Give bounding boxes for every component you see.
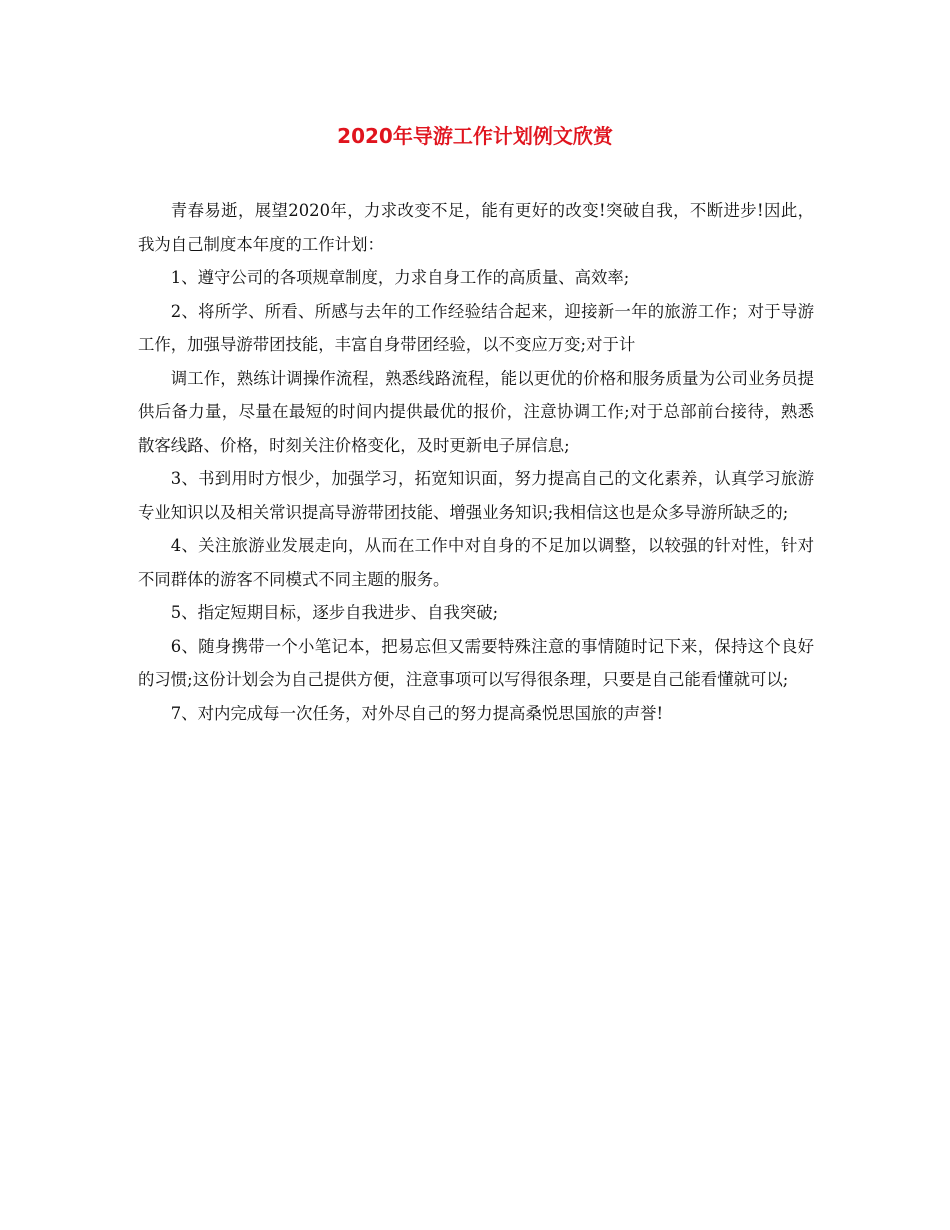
paragraph-item-2: 2、将所学、所看、所感与去年的工作经验结合起来，迎接新一年的旅游工作；对于导游工作，加强导游带团技能，丰富自身带团经验，以不变应万变;对于计 bbox=[138, 301, 814, 354]
paragraph-item-2-continued: 调工作，熟练计调操作流程，熟悉线路流程，能以更优的价格和服务质量为公司业务员提供后备力量，尽量在最短的时间内提供最优的报价，注意协调工作;对于总部前台接待，熟悉散客线路、价格，时刻关注价格变化，及时更新电子屏信息; bbox=[138, 368, 814, 455]
document-title: 2020年导游工作计划例文欣赏 bbox=[337, 124, 613, 148]
paragraph-item-6: 6、随身携带一个小笔记本，把易忘但又需要特殊注意的事情随时记下来，保持这个良好的习惯;这份计划会为自己提供方便，注意事项可以写得很条理，只要是自己能看懂就可以; bbox=[138, 636, 814, 689]
paragraph-item-5: 5、指定短期目标，逐步自我进步、自我突破; bbox=[170, 603, 499, 622]
paragraph-item-7: 7、对内完成每一次任务，对外尽自己的努力提高桑悦思国旅的声誉! bbox=[170, 703, 664, 723]
paragraph-item-4: 4、关注旅游业发展走向，从而在工作中对自身的不足加以调整，以较强的针对性，针对不同群体的游客不同模式不同主题的服务。 bbox=[138, 536, 814, 589]
paragraph-intro: 青春易逝，展望2020年，力求改变不足，能有更好的改变!突破自我，不断进步!因此，我为自己制度本年度的工作计划： bbox=[138, 201, 814, 254]
paragraph-item-1: 1、遵守公司的各项规章制度，力求自身工作的高质量、高效率; bbox=[170, 268, 630, 287]
paragraph-item-3: 3、书到用时方恨少，加强学习，拓宽知识面，努力提高自己的文化素养，认真学习旅游专业知识以及相关常识提高导游带团技能、增强业务知识;我相信这也是众多导游所缺乏的; bbox=[138, 469, 814, 522]
document-body bbox=[138, 194, 814, 730]
